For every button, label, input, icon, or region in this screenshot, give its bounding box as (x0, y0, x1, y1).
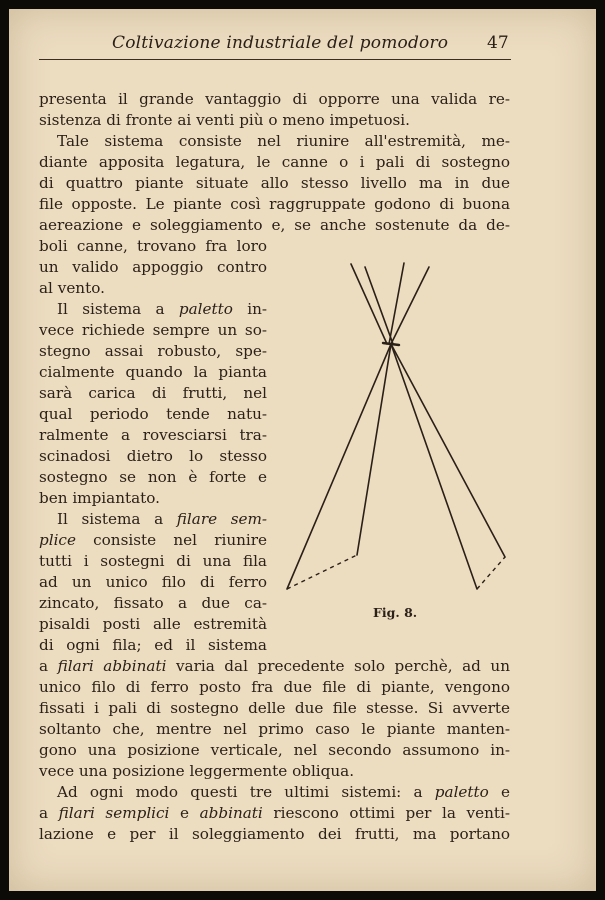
stake-right-inner (391, 344, 477, 589)
text-segment: presenta il grande vantaggio di opporre una valida re- (39, 90, 510, 108)
page-number: 47 (487, 33, 509, 53)
text-segment: a (39, 657, 58, 675)
text-line (39, 152, 510, 173)
text-segment: un valido appoggio contro (39, 258, 267, 276)
text-segment: consiste nel riunire (75, 531, 267, 549)
running-title: Coltivazione industriale del pomodoro (112, 33, 449, 53)
text-line (39, 467, 267, 488)
text-segment: vece una posizione leggermente obliqua. (39, 762, 355, 780)
text-line (39, 488, 267, 509)
text-line (39, 215, 510, 236)
text-segment: di ogni fila; ed il sistema (39, 636, 267, 654)
text-segment: boli canne, trovano fra loro (39, 237, 267, 255)
text-segment: unico filo di ferro posto fra due file di piante, vengono (39, 678, 510, 696)
stakes-diagram-svg (279, 249, 519, 599)
text-segment: zincato, fissato a due ca- (39, 594, 267, 612)
text-segment: vece richiede sempre un so- (39, 321, 267, 339)
stake-left-inner (357, 344, 391, 555)
text-line (39, 656, 510, 677)
text-segment: varia dal precedente solo perchè, ad un (166, 657, 510, 675)
figure-stakes-diagram (279, 249, 519, 599)
text-segment: e (488, 783, 510, 801)
italic-term: paletto (434, 783, 489, 801)
text-line (39, 173, 510, 194)
book-page (9, 9, 596, 891)
stake-left-outer (287, 344, 391, 589)
text-line (39, 593, 267, 614)
text-line (39, 320, 267, 341)
text-segment: sistenza di fronte ai venti più o meno impetuosi. (39, 111, 410, 129)
text-segment: soltanto che, mentre nel primo caso le piante manten- (39, 720, 510, 738)
text-line (39, 257, 267, 278)
text-segment: ad un unico filo di ferro (39, 573, 267, 591)
text-segment: ben impiantato. (39, 489, 160, 507)
text-segment: sostegno se non è forte e (39, 468, 267, 486)
text-segment: fissati i pali di sostegno delle due file stesse. Si avverte (39, 699, 510, 717)
italic-term: plice (39, 531, 76, 549)
text-segment: di quattro piante situate allo stesso livello ma in due (39, 174, 510, 192)
text-line (39, 740, 510, 761)
text-segment: aereazione e soleggiamento e, se anche sostenute da de- (39, 216, 510, 234)
text-line (39, 278, 267, 299)
text-line (39, 110, 510, 131)
text-segment: Il sistema a (57, 510, 177, 528)
text-segment: Ad ogni modo questi tre ultimi sistemi: a (57, 783, 435, 801)
text-line (39, 341, 267, 362)
text-segment: sarà carica di frutti, nel (39, 384, 267, 402)
text-segment: Tale sistema consiste nel riunire all'estremità, me- (57, 132, 510, 150)
text-line (39, 131, 510, 152)
text-line (39, 761, 510, 782)
tie-binding (383, 343, 399, 345)
italic-term: paletto (178, 300, 233, 318)
text-segment: stegno assai robusto, spe- (39, 342, 267, 360)
stake-right-outer (391, 344, 505, 557)
text-segment: a (39, 804, 59, 822)
text-segment: file opposte. Le piante così raggruppate godono di buona (39, 195, 510, 213)
page-header (9, 9, 596, 69)
text-segment: ralmente a rovesciarsi tra- (39, 426, 267, 444)
italic-term: filari semplici (58, 804, 170, 822)
italic-term: abbinati (199, 804, 263, 822)
text-line (39, 89, 510, 110)
text-segment: gono una posizione verticale, nel secondo assumono in- (39, 741, 510, 759)
text-line (39, 383, 267, 404)
text-segment: tutti i sostegni di una fila (39, 552, 267, 570)
wire-right (477, 557, 505, 589)
text-line (39, 194, 510, 215)
text-segment: Il sistema a (57, 300, 179, 318)
header-rule (39, 59, 511, 60)
text-segment: in- (232, 300, 267, 318)
text-line (39, 677, 510, 698)
figure-caption: Fig. 8. (373, 605, 418, 620)
text-segment: cialmente quando la pianta (39, 363, 267, 381)
text-line (39, 404, 267, 425)
text-segment: diante apposita legatura, le canne o i pali di sostegno (39, 153, 510, 171)
text-line (39, 572, 267, 593)
text-segment: riescono ottimi per la venti- (262, 804, 510, 822)
italic-term: filare sem- (176, 510, 268, 528)
text-line (39, 425, 267, 446)
text-line (39, 698, 510, 719)
text-line (39, 824, 510, 845)
wire-left (287, 555, 357, 589)
text-segment: scinadosi dietro lo stesso (39, 447, 267, 465)
text-line (39, 719, 510, 740)
text-segment: al vento. (39, 279, 105, 297)
text-segment: qual periodo tende natu- (39, 405, 267, 423)
text-segment: lazione e per il soleggiamento dei frutti, ma portano (39, 825, 510, 843)
text-line (39, 530, 267, 551)
text-line (39, 509, 267, 530)
text-line (39, 614, 267, 635)
text-line (39, 236, 267, 257)
text-segment: pisaldi posti alle estremità (39, 615, 267, 633)
text-line (39, 362, 267, 383)
text-line (39, 299, 267, 320)
text-line (39, 551, 267, 572)
text-line (39, 782, 510, 803)
text-line (39, 446, 267, 467)
text-line (39, 803, 510, 824)
text-line (39, 635, 267, 656)
text-segment: e (169, 804, 200, 822)
italic-term: filari abbinati (57, 657, 167, 675)
